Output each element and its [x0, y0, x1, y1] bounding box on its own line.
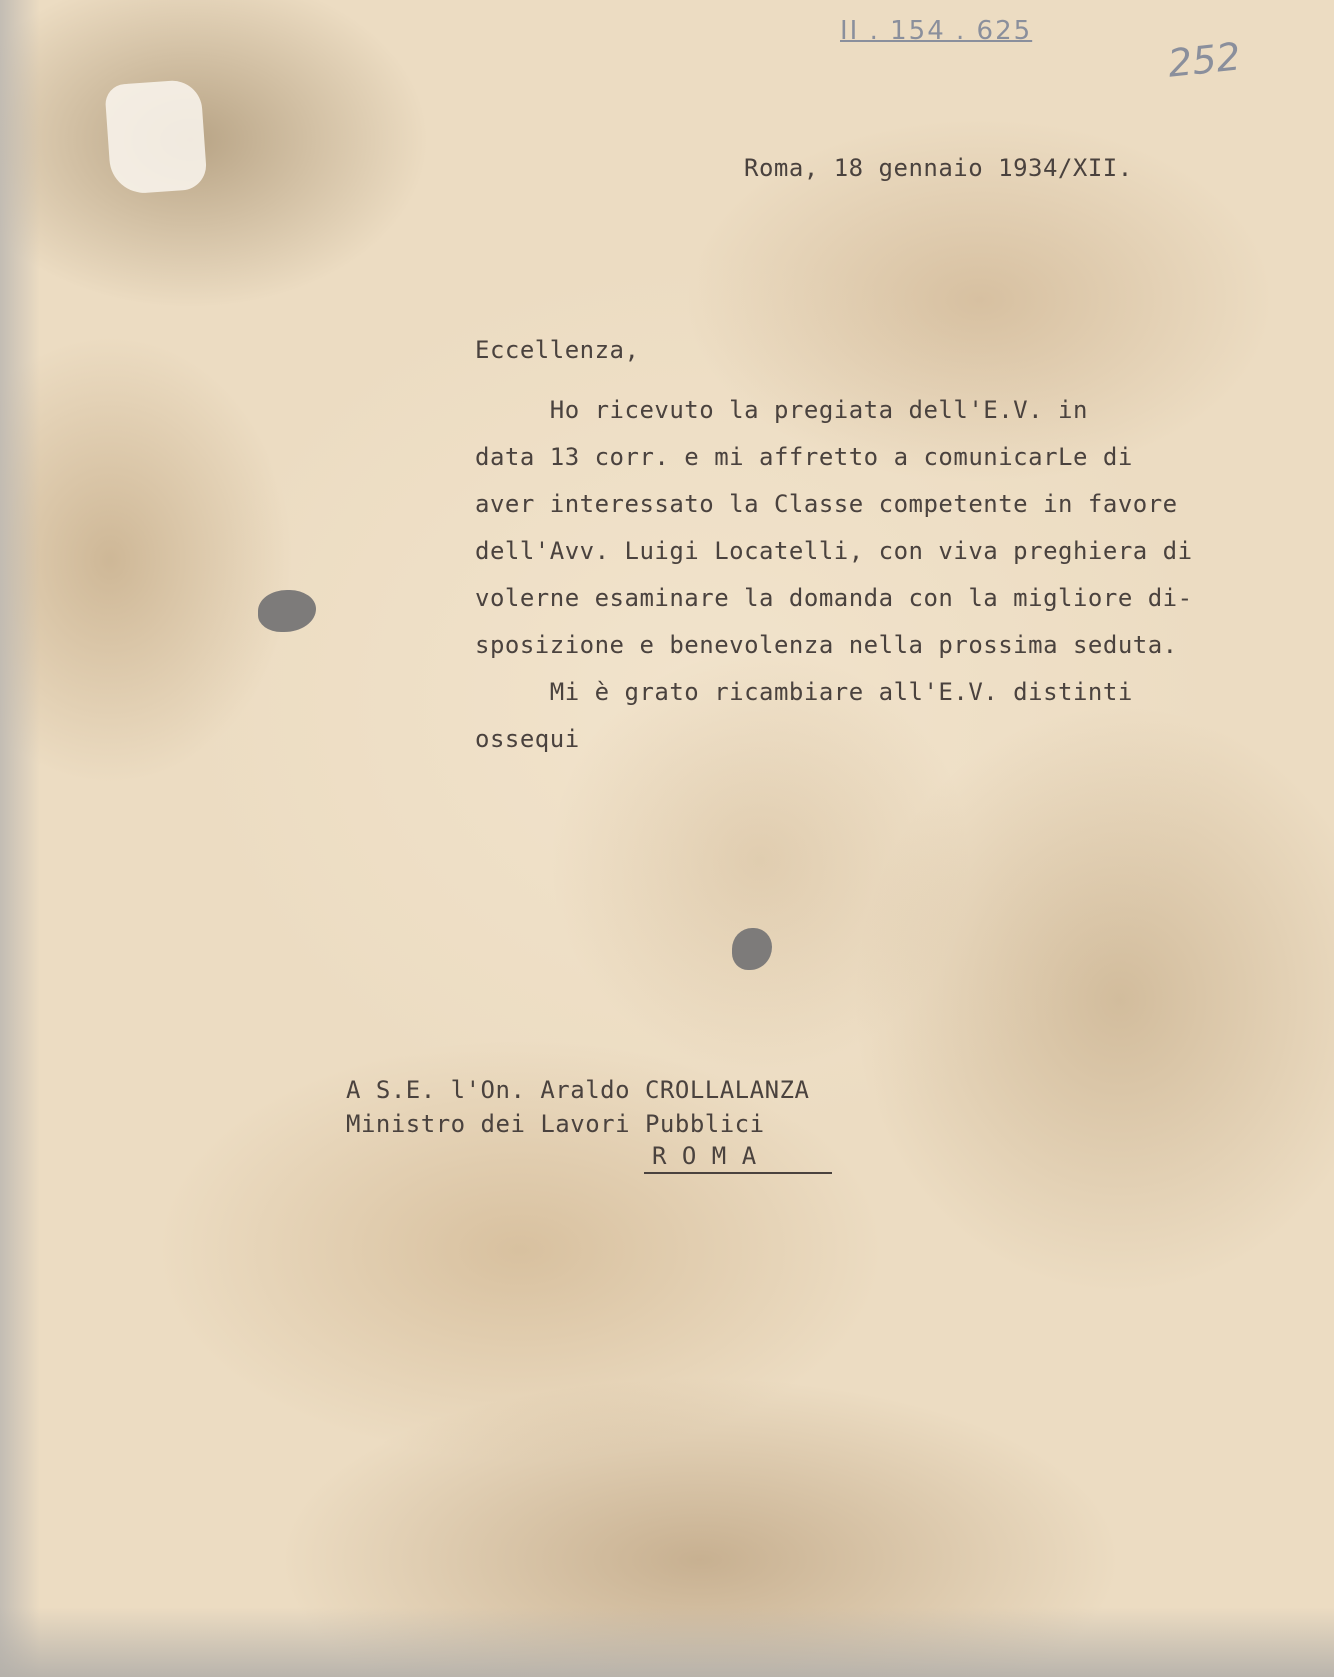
- body-line: data 13 corr. e mi affretto a comunicarLe di: [475, 443, 1133, 471]
- recipient-line: A S.E. l'On. Araldo CROLLALANZA: [346, 1076, 810, 1104]
- body-line: Ho ricevuto la pregiata dell'E.V. in: [475, 396, 1088, 424]
- archive-number: [840, 16, 1032, 46]
- punch-hole: [732, 928, 772, 970]
- body-line: sposizione e benevolenza nella prossima seduta.: [475, 631, 1178, 659]
- salutation: Eccellenza,: [475, 336, 640, 364]
- body-line: aver interessato la Classe competente in favore: [475, 490, 1178, 518]
- body-line: dell'Avv. Luigi Locatelli, con viva preghiera di: [475, 537, 1193, 565]
- recipient-title: Ministro dei Lavori Pubblici: [346, 1110, 765, 1138]
- date-line: Roma, 18 gennaio 1934/XII.: [744, 154, 1133, 182]
- recipient-city: R O M A: [652, 1142, 757, 1170]
- body-line: volerne esaminare la domanda con la migliore di-: [475, 584, 1193, 612]
- body-line: ossequi: [475, 725, 580, 753]
- archive-number-text: II . 154 . 625: [840, 16, 1033, 46]
- paper-edge: [0, 0, 40, 1677]
- tape-residue: [104, 79, 207, 195]
- folio-number: 252: [1165, 34, 1243, 86]
- paper-edge: [0, 1607, 1334, 1677]
- city-underline: [644, 1172, 832, 1174]
- punch-hole: [258, 590, 316, 632]
- body-line: Mi è grato ricambiare all'E.V. distinti: [475, 678, 1133, 706]
